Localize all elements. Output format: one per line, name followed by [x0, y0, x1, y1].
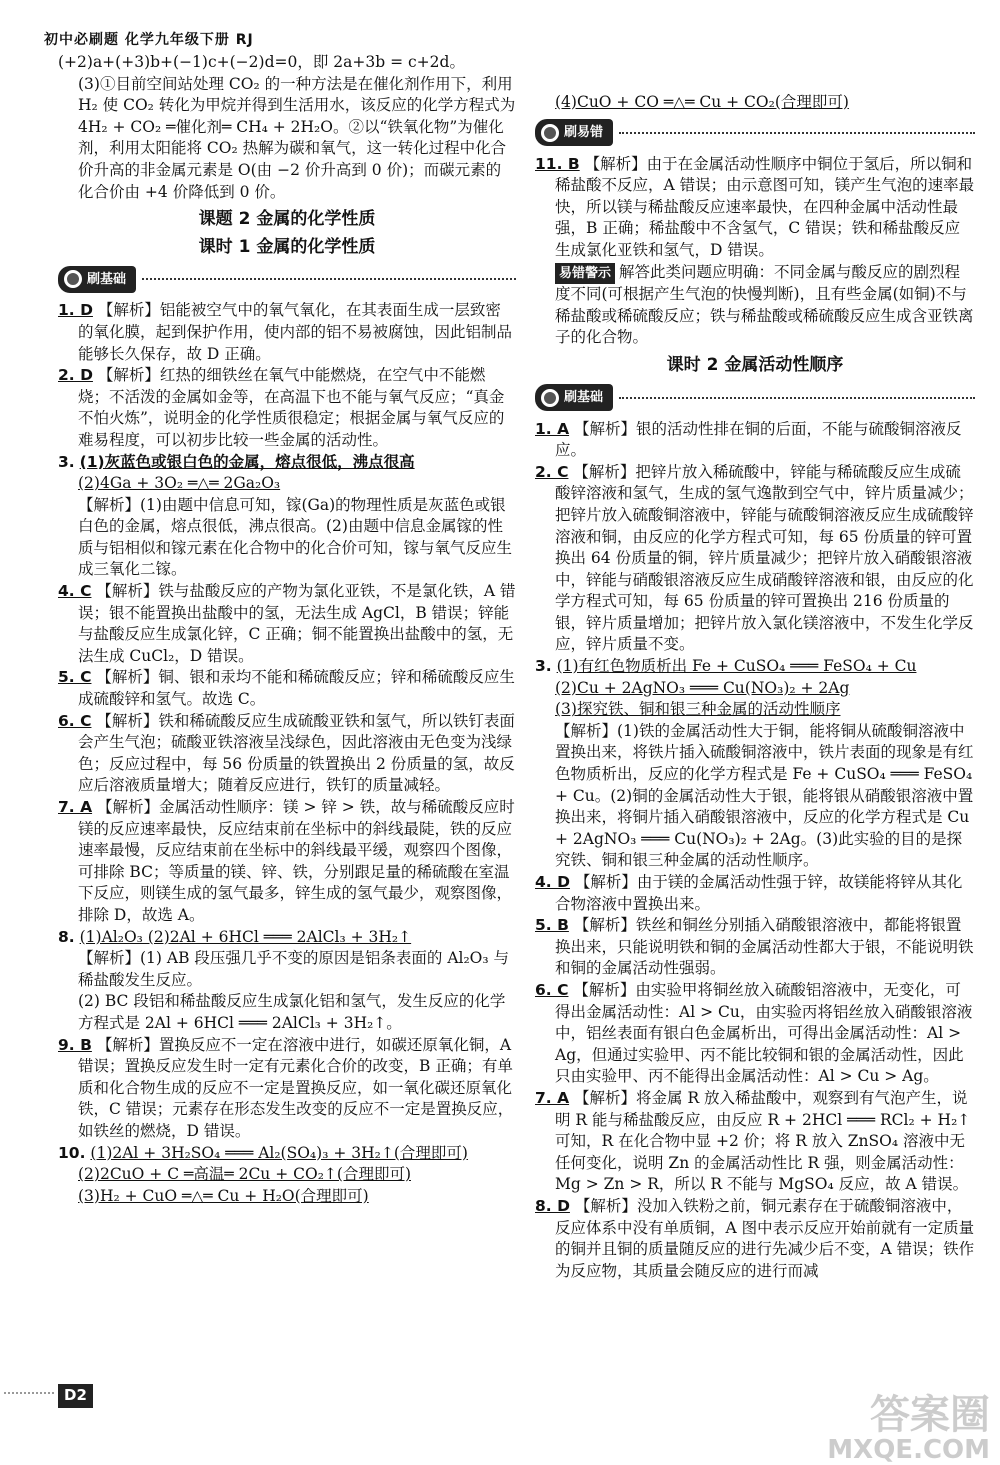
- section-mistakes: [535, 118, 975, 148]
- footer-dotted-rule: [4, 1392, 54, 1394]
- answer-item: 3. (1)有红色物质析出 Fe + CuSO₄ ═══ FeSO₄ + Cu: [535, 657, 917, 676]
- dotted-rule: [619, 132, 975, 134]
- dotted-rule: [142, 278, 516, 280]
- warning-note: 易错警示 解答此类问题应明确：不同金属与酸反应的剧烈程度不同(可根据产生气泡的快慢判断)，且有些金属(如铜)不与稀盐酸或稀硫酸反应；铁与稀盐酸或稀硫酸反应生成含亚铁离子的化合物。: [555, 262, 974, 347]
- watermark: 答案圈 MXQE.COM: [827, 1392, 990, 1465]
- section-basic-2: [535, 383, 975, 413]
- equation: (3)H₂ + CuO ═△═ Cu + H₂O(合理即可): [78, 1186, 369, 1205]
- dotted-rule: [619, 397, 975, 399]
- equation: (2)2CuO + C ═高温═ 2Cu + CO₂↑(合理即可): [78, 1165, 411, 1184]
- equation: (4)CuO + CO ═△═ Cu + CO₂(合理即可): [555, 93, 849, 111]
- explanation: (2) BC 段铝和稀盐酸反应生成氯化铝和氢气，发生反应的化学方程式是 2Al + 6HCl ═══ 2AlCl₃ + 3H₂↑。: [78, 992, 506, 1032]
- explanation: 【解析】(1)铁的金属活动性大于铜，能将铜从硫酸铜溶液中置换出来，将铁片插入硫酸铜溶液中，铁片表面的现象是有红色物质析出，反应的化学方程式是 Fe + CuSO₄ ═══ FeSO₄ + Cu。(2)铜的金属活动性大于银，能将银从硝酸银溶液中置换出来，将铜片插入硝酸银溶液中，反应的化学方程式是 Cu + 2AgNO₃ ═══ Cu(NO₃)₂ + 2Ag。(3)此实验的目的是探究铁、铜和银三种金属的活动性顺序。: [555, 721, 974, 870]
- lesson-title: 课题 2 金属的化学性质: [198, 209, 376, 230]
- answer-item: 5. B 【解析】铁丝和铜丝分别插入硝酸银溶液中，都能将银置换出来，只能说明铁和铜的金属活动性都大于银，不能说明铁和铜的金属活动性强弱。: [535, 916, 974, 978]
- answer-item: 4. D 【解析】由于镁的金属活动性强于锌，故镁能将锌从其化合物溶液中置换出来。: [535, 873, 963, 913]
- explanation: 【解析】(1)由题中信息可知，镓(Ga)的物理性质是灰蓝色或银白色的金属，熔点很低，沸点很高。(2)由题中信息金属镓的性质与铝相似和镓元素在化合物中的化合价可知，镓与氧气反应生成三氧化二镓。: [78, 495, 513, 579]
- answer-line: (3)探究铁、铜和银三种金属的活动性顺序: [555, 700, 841, 719]
- period-title: 课时 1 金属的化学性质: [198, 236, 376, 257]
- answer-item: 8. D 【解析】没加入铁粉之前，铜元素存在于硫酸铜溶液中，反应体系中没有单质铜，A 图中表示反应开始前就有一定质量的铜并且铜的质量随反应的进行先减少后不变，A 错误；铁作为反应物，其质量会随反应的进行而减: [535, 1196, 975, 1280]
- answer-item: 2. D 【解析】红热的细铁丝在氧气中能燃烧，在空气中不能燃烧；不活泼的金属如金等，在高温下也不能与氧气反应；“真金不怕火炼”，说明金的化学性质很稳定；根据金属与氧气反应的难易程度，可以初步比较一些金属的活动性。: [58, 366, 505, 449]
- warning-label: 易错警示: [555, 263, 615, 285]
- answer-item: 10. (1)2Al + 3H₂SO₄ ═══ Al₂(SO₄)₃ + 3H₂↑(合理即可): [58, 1143, 468, 1162]
- section-badge: 刷易错: [535, 119, 613, 147]
- explanation: 【解析】(1) AB 段压强几乎不变的原因是铝条表面的 Al₂O₃ 与稀盐酸发生反应。: [78, 949, 510, 989]
- answer-item: 9. B 【解析】置换反应不一定在溶液中进行，如碳还原氧化铜，A 错误；置换反应发生时一定有元素化合价的改变，B 正确；有单质和化合物生成的反应不一定是置换反应，如一氧化碳还原氧化铁，C 错误；元素存在形态发生改变的反应不一定是置换反应，如铁丝的燃烧，D 错误。: [58, 1035, 514, 1140]
- page-header: 初中必刷题 化学九年级下册 RJ: [44, 32, 254, 48]
- continued-text-2: (3)①目前空间站处理 CO₂ 的一种方法是在催化剂作用下，利用 H₂ 使 CO₂ 转化为甲烷并得到生活用水，该反应的化学方程式为 4H₂ + CO₂ ═催化剂═ CH₄ + 2H₂O。②以“铁氧化物”为催化剂，利用太阳能将 CO₂ 热解为碳和氧气，这一转化过程中化合价升高的非金属元素是 O(由 −2 价升高到 0 价)；而碳元素的化合价由 +4 价降低到 0 价。: [78, 74, 516, 201]
- answer-item: 7. A 【解析】将金属 R 放入稀盐酸中，观察到有气泡产生，说明 R 能与稀盐酸反应，由反应 R + 2HCl ═══ RCl₂ + H₂↑ 可知，R 在化合物中显 +2 价；将 R 放入 ZnSO₄ 溶液中无任何变化，说明 Zn 的金属活动性比 R 强，则金属活动性：Mg > Zn > R，所以 R 不能与 MgSO₄ 反应，故 A 错误。: [535, 1088, 971, 1194]
- period-title: 课时 2 金属活动性顺序: [666, 354, 844, 375]
- answer-item: 4. C 【解析】铁与盐酸反应的产物为氯化亚铁，不是氯化铁，A 错误；银不能置换出盐酸中的氢，无法生成 AgCl，B 错误；锌能与盐酸反应生成氯化锌，C 正确；铜不能置换出盐酸中的氢，无法生成 CuCl₂，D 错误。: [58, 582, 516, 665]
- answer-item: 11. B 【解析】由于在金属活动性顺序中铜位于氢后，所以铜和稀盐酸不反应，A 错误；由示意图可知，镁产生气泡的速率最快，所以镁与稀盐酸反应速率最快，在四种金属中活动性最强，B 正确；稀盐酸中不含氢气，C 错误；铁和稀盐酸反应生成氯化亚铁和氢气，D 错误。: [535, 154, 975, 259]
- answer-item: 7. A 【解析】金属活动性顺序：镁 > 锌 > 铁，故与稀硫酸反应时镁的反应速率最快，反应结束前在坐标中的斜线最陡，铁的反应速率最慢，反应结束前在坐标中的斜线最平缓，观察四个图像，可排除 BC；等质量的镁、锌、铁，分别跟足量的稀硫酸在室温下反应，则镁生成的氢气最多，锌生成的氢气最少，观察图像，排除 D，故选 A。: [58, 798, 515, 924]
- brush-icon: [541, 124, 559, 142]
- section-badge: 刷基础: [58, 266, 136, 294]
- answer-item: 6. C 【解析】铁和稀硫酸反应生成硫酸亚铁和氢气，所以铁钉表面会产生气泡；硫酸亚铁溶液呈浅绿色，因此溶液由无色变为浅绿色；反应过程中，每 56 份质量的铁置换出 2 份质量的氢，故反应后溶液质量增大；随着反应进行，铁钉的质量减轻。: [58, 711, 515, 795]
- answer-item: 3. (1)灰蓝色或银白色的金属，熔点很低，沸点很高: [58, 452, 415, 471]
- answer-item: 8. (1)Al₂O₃ (2)2Al + 6HCl ═══ 2AlCl₃ + 3H₂↑: [58, 927, 412, 946]
- answer-item: 6. C 【解析】由实验甲将铜丝放入硫酸铝溶液中，无变化，可得出金属活动性：Al > Cu，由实验丙将铝丝放入硝酸银溶液中，铝丝表面有银白色金属析出，可得出金属活动性：Al > Ag，但通过实验甲、丙不能比较铜和银的金属活动性，因此只由实验甲、丙不能得出金属活动性：Al > Cu > Ag。: [535, 980, 973, 1086]
- right-column: [535, 92, 975, 1282]
- answer-item: 2. C 【解析】把锌片放入稀硫酸中，锌能与稀硫酸反应生成硫酸锌溶液和氢气，生成的氢气逸散到空气中，锌片质量减少；把锌片放入硫酸铜溶液中，锌能与硫酸铜溶液反应生成硫酸锌溶液和铜，由反应的化学方程式可知，每 65 份质量的锌可置换出 64 份质量的铜，锌片质量减少；把锌片放入硝酸银溶液中，锌能与硝酸银溶液反应生成硝酸锌溶液和银，由反应的化学方程式可知，每 65 份质量的锌可置换出 216 份质量的银，锌片质量增加；把锌片放入氯化镁溶液中，不发生化学反应，锌片质量不变。: [535, 462, 974, 654]
- left-column: [58, 52, 516, 1207]
- brush-icon: [541, 389, 559, 407]
- answer-item: 1. A 【解析】银的活动性排在铜的后面，不能与硫酸铜溶液反应。: [535, 419, 962, 460]
- continued-text-1: (+2)a+(+3)b+(−1)c+(−2)d=0，即 2a+3b = c+2d。: [58, 53, 465, 71]
- answer-item: 1. D 【解析】铝能被空气中的氧气氧化，在其表面生成一层致密的氧化膜，起到保护作用，使内部的铝不易被腐蚀，因此铝制品能够长久保存，故 D 正确。: [58, 301, 513, 363]
- page-number: D2: [58, 1384, 93, 1408]
- answer-item: 5. C 【解析】铜、银和汞均不能和稀硫酸反应；锌和稀硫酸反应生成硫酸锌和氢气。故选 C。: [58, 668, 515, 709]
- equation: (2)Cu + 2AgNO₃ ═══ Cu(NO₃)₂ + 2Ag: [555, 678, 850, 697]
- section-badge: 刷基础: [535, 384, 613, 412]
- equation: (2)4Ga + 3O₂ ═△═ 2Ga₂O₃: [78, 474, 281, 493]
- section-basic: [58, 264, 516, 294]
- brush-icon: [64, 270, 82, 288]
